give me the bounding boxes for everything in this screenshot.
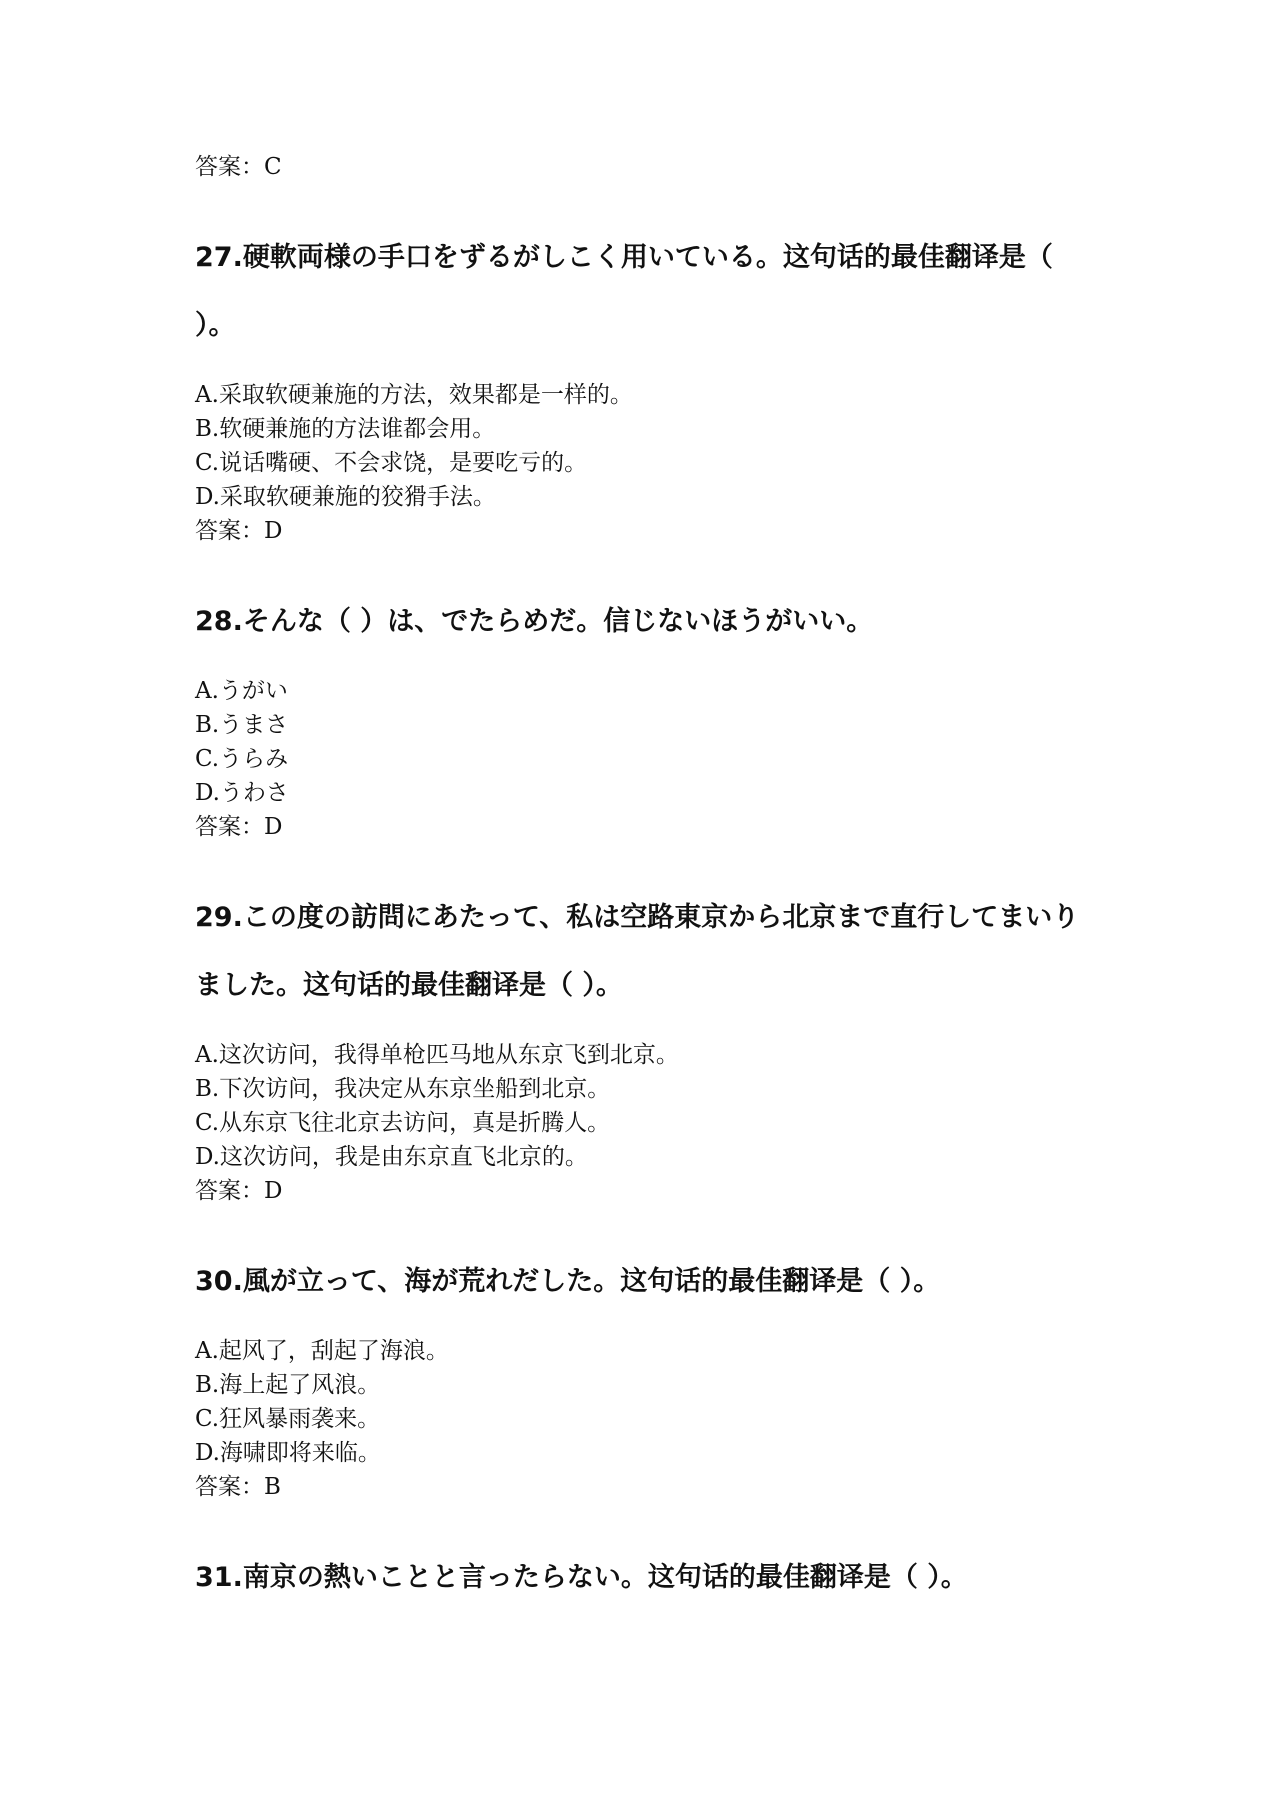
option-28-a: A.うがい [195,678,288,704]
answer-28: 答案：D [195,814,283,840]
option-28-d: D.うわさ [195,780,289,806]
question-31: 31.南京の熱いことと言ったらない。这句话的最佳翻译是（ ）。 [195,1562,968,1593]
answer-26: 答案：C [195,154,282,180]
option-27-b: B.软硬兼施的方法谁都会用。 [195,416,496,442]
answer-27: 答案：D [195,518,283,544]
option-29-d: D.这次访问，我是由东京直飞北京的。 [195,1144,588,1170]
option-28-c: C.うらみ [195,746,289,772]
option-29-a: A.这次访问，我得单枪匹马地从东京飞到北京。 [195,1042,679,1068]
option-28-b: B.うまさ [195,712,289,738]
option-29-b: B.下次访问，我决定从东京坐船到北京。 [195,1076,611,1102]
answer-29: 答案：D [195,1178,283,1204]
question-28: 28.そんな（ ）は、でたらめだ。信じないほうがいい。 [195,606,874,637]
option-30-b: B.海上起了风浪。 [195,1372,381,1398]
question-29: 29.この度の訪問にあたって、私は空路東京から北京まで直行してまいりました。这句话的最佳翻译是（ ）。 [195,902,1080,1001]
option-27-d: D.采取软硬兼施的狡猾手法。 [195,484,496,510]
option-29-c: C.从东京飞往北京去访问，真是折腾人。 [195,1110,611,1136]
option-27-c: C.说话嘴硬、不会求饶，是要吃亏的。 [195,450,588,476]
document-page [195,150,1095,1612]
answer-30: 答案：B [195,1474,281,1500]
option-27-a: A.采取软硬兼施的方法，效果都是一样的。 [195,382,633,408]
option-30-d: D.海啸即将来临。 [195,1440,381,1466]
option-30-a: A.起风了，刮起了海浪。 [195,1338,449,1364]
question-27: 27.硬軟両様の手口をずるがしこく用いている。这句话的最佳翻译是（ ）。 [195,242,1053,341]
option-30-c: C.狂风暴雨袭来。 [195,1406,381,1432]
question-30: 30.風が立って、海が荒れだした。这句话的最佳翻译是（ ）。 [195,1266,941,1297]
